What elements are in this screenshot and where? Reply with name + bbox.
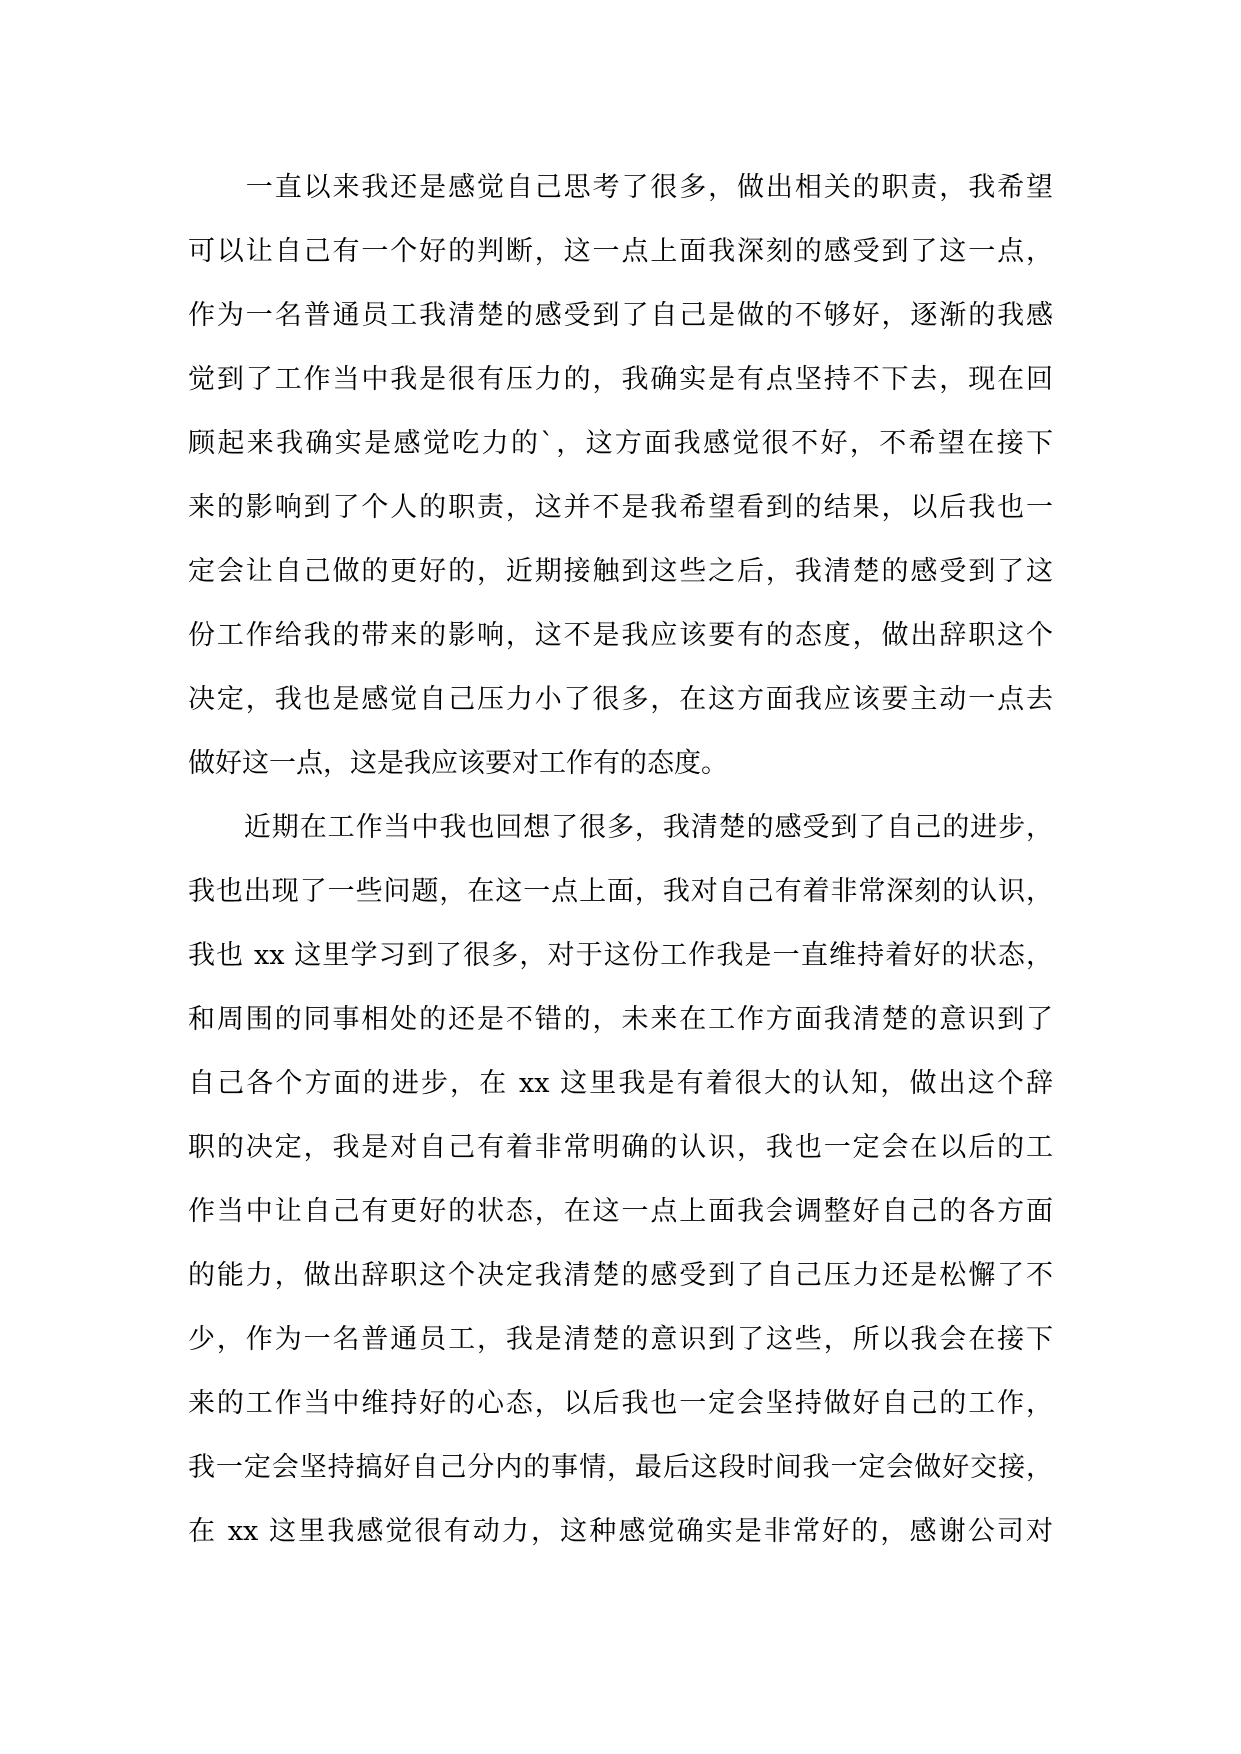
paragraph-line: 和周围的同事相处的还是不错的，未来在工作方面我清楚的意识到了 [188,1004,1053,1035]
paragraph-line: 作当中让自己有更好的状态，在这一点上面我会调整好自己的各方面 [188,1196,1053,1227]
paragraph-line: 一直以来我还是感觉自己思考了很多，做出相关的职责，我希望 [188,172,1053,203]
paragraph-line: 少，作为一名普通员工，我是清楚的意识到了这些，所以我会在接下 [188,1324,1053,1355]
document-body [188,156,1053,1564]
paragraph-line: 我也出现了一些问题，在这一点上面，我对自己有着非常深刻的认识， [188,876,1053,907]
paragraph-line: 我也 xx 这里学习到了很多，对于这份工作我是一直维持着好的状态， [188,940,1053,971]
paragraph-1 [188,156,1053,796]
paragraph-line: 可以让自己有一个好的判断，这一点上面我深刻的感受到了这一点， [188,236,1053,267]
paragraph-line: 份工作给我的带来的影响，这不是我应该要有的态度，做出辞职这个 [188,620,1053,651]
paragraph-line: 的能力，做出辞职这个决定我清楚的感受到了自己压力还是松懈了不 [188,1260,1053,1291]
paragraph-line: 顾起来我确实是感觉吃力的`，这方面我感觉很不好，不希望在接下 [188,428,1053,459]
paragraph-line: 来的工作当中维持好的心态，以后我也一定会坚持做好自己的工作， [188,1388,1053,1419]
paragraph-line: 做好这一点，这是我应该要对工作有的态度。 [188,748,728,779]
paragraph-line: 定会让自己做的更好的，近期接触到这些之后，我清楚的感受到了这 [188,556,1053,587]
paragraph-line: 觉到了工作当中我是很有压力的，我确实是有点坚持不下去，现在回 [188,364,1053,395]
paragraph-line: 职的决定，我是对自己有着非常明确的认识，我也一定会在以后的工 [188,1132,1053,1163]
paragraph-line: 作为一名普通员工我清楚的感受到了自己是做的不够好，逐渐的我感 [188,300,1053,331]
paragraph-line: 来的影响到了个人的职责，这并不是我希望看到的结果，以后我也一 [188,492,1053,523]
paragraph-line: 决定，我也是感觉自己压力小了很多，在这方面我应该要主动一点去 [188,684,1053,715]
paragraph-line: 近期在工作当中我也回想了很多，我清楚的感受到了自己的进步， [188,812,1053,843]
paragraph-line: 自己各个方面的进步，在 xx 这里我是有着很大的认知，做出这个辞 [188,1068,1053,1099]
paragraph-2 [188,796,1053,1564]
paragraph-line: 在 xx 这里我感觉很有动力，这种感觉确实是非常好的，感谢公司对 [188,1516,1053,1547]
paragraph-line: 我一定会坚持搞好自己分内的事情，最后这段时间我一定会做好交接， [188,1452,1053,1483]
